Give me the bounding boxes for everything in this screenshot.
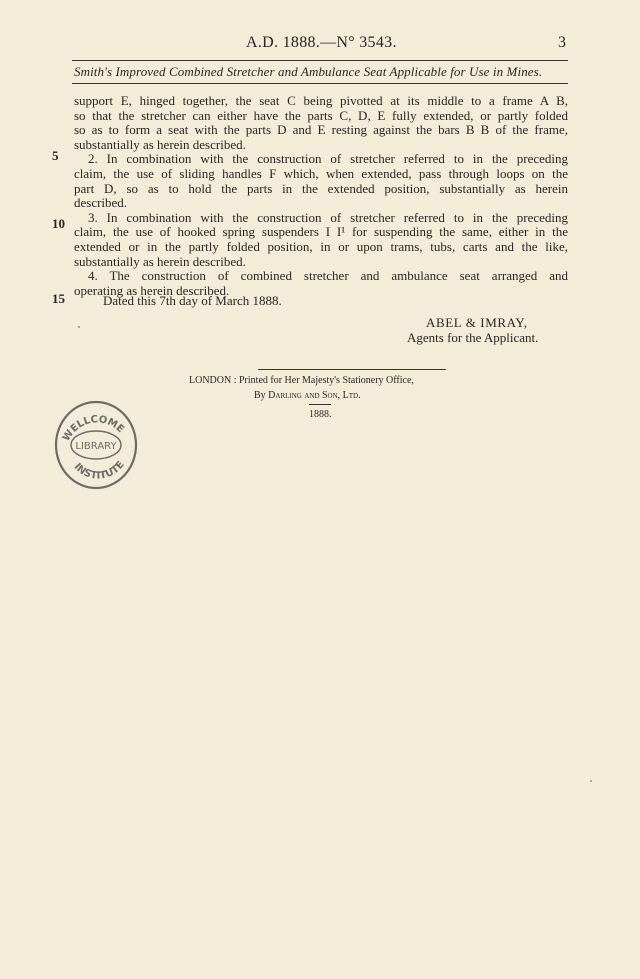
text-line: support E, hinged together, the seat C being pivotted at its middle to a frame A B,	[74, 93, 568, 108]
text-line: 2. In combination with the construction of stretcher referred to in the preceding	[88, 151, 568, 167]
imprint-year: 1888.	[309, 409, 332, 420]
text-line: claim, the use of sliding handles F which, when extended, pass through loops on the	[74, 165, 568, 181]
text-line: substantially as herein described.	[74, 136, 246, 152]
margin-line-number: 10	[52, 216, 65, 231]
imprint-rule	[258, 369, 446, 370]
imprint-by: By	[254, 390, 266, 401]
text-line: claim, the use of hooked spring suspenders I I¹ for suspending the same, either in the	[74, 224, 568, 240]
imprint-printer: Darling and Son, Ltd.	[268, 390, 361, 401]
dated-line: Dated this 7th day of March 1888.	[103, 293, 282, 308]
stamp-top-text: WELLCOME	[60, 414, 126, 444]
library-stamp-icon	[52, 398, 140, 492]
header-rule	[72, 60, 568, 61]
claims-text	[74, 94, 568, 298]
page-number: 3	[558, 34, 567, 51]
text-line: so that the stretcher can either have the parts C, D, E fully extended, or partly folded	[74, 107, 568, 123]
running-title: Smith's Improved Combined Stretcher and Ambulance Seat Applicable for Use in Mines.	[74, 64, 543, 79]
imprint-line: LONDON : Printed for Her Majesty's Stationery Office,	[189, 375, 414, 386]
text-line: described.	[74, 195, 128, 211]
stamp-center-text: LIBRARY	[75, 441, 117, 452]
svg-text:WELLCOME	[61, 414, 126, 443]
margin-line-number: 15	[52, 291, 65, 306]
margin-line-number: 5	[52, 148, 59, 163]
stamp-bottom-text: INSTITUTE	[71, 459, 127, 482]
text-line: 4. The construction of combined stretcher and ambulance seat arranged and	[88, 268, 568, 284]
text-line: substantially as herein described.	[74, 253, 246, 269]
imprint-printer-line	[254, 390, 361, 401]
agent-name: ABEL & IMRAY,	[426, 315, 528, 330]
patent-number-title: A.D. 1888.—N° 3543.	[246, 34, 397, 51]
paper-speck	[78, 326, 80, 328]
subtitle-rule	[72, 83, 568, 84]
agent-role: Agents for the Applicant.	[407, 330, 539, 345]
text-line: part D, so as to hold the parts in the extended position, substantially as herein	[74, 180, 568, 196]
text-line: so as to form a seat with the parts D and E resting against the bars B B of the frame,	[74, 122, 568, 138]
text-line: operating as herein described.	[74, 282, 230, 298]
imprint-small-rule	[309, 404, 331, 405]
svg-text:INSTITUTE	[72, 459, 127, 482]
paper-speck	[590, 780, 592, 782]
text-line: extended or in the partly folded position, in or upon trams, tubs, carts and the like,	[74, 238, 568, 254]
text-line: 3. In combination with the construction of stretcher referred to in the preceding	[88, 209, 568, 225]
